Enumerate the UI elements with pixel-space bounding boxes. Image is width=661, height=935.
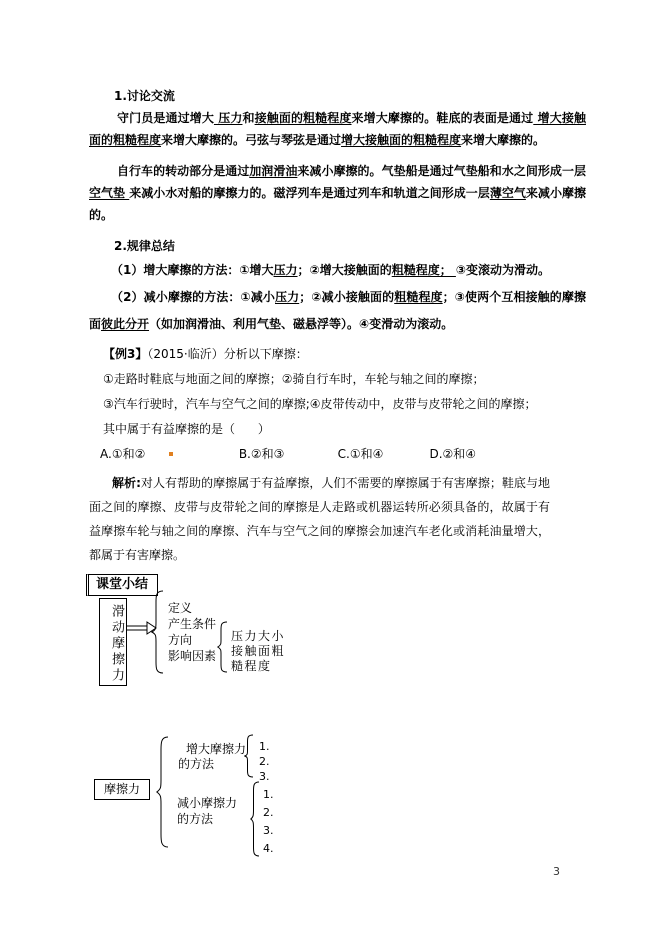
decrease-item-2: 2. [263, 806, 274, 819]
option-a-wrap [100, 442, 235, 467]
example-intro [89, 342, 586, 367]
friction-subject-box: 摩擦力 [94, 779, 150, 800]
example-tag: 【例3】 [103, 347, 148, 361]
decrease-item-3: 3. [263, 824, 274, 837]
analysis-text: 对人有帮助的摩擦属于有益摩擦，人们不需要的摩擦属于有害摩擦；鞋底与地面之间的摩擦、皮带与皮带轮之间的摩擦是人走路或机器运转所必须具备的，故属于有益摩擦车轮与轴之间的摩擦、汽车与空气之间的摩擦会加速汽车老化或消耗油量增大，都属于有害摩擦。 [89, 476, 550, 562]
map1-factor-list [231, 629, 285, 674]
analysis-paragraph [89, 471, 586, 567]
factor-pressure: 压力大小 [231, 629, 286, 643]
paragraph-increase-friction: 守门员是通过增大 压力和接触面的粗糙程度来增大摩擦的。鞋底的表面是通过 增大接触面的粗糙程度来增大摩擦的。弓弦与琴弦是通过增大接触面的粗糙程度来增大摩擦的。 [89, 111, 586, 147]
decrease-methods-line1: 减小摩擦力 [177, 796, 238, 810]
option-d: D.②和④ [429, 447, 477, 461]
factor-roughness-line2: 糙程度 [231, 659, 272, 673]
decrease-methods-label [177, 795, 237, 827]
map1-branch-definition: 定义 [168, 601, 193, 615]
summary-header-box [86, 574, 158, 596]
sliding-friction-subject-box: 滑动摩擦力 [99, 598, 127, 686]
increase-item-1: 1. [259, 740, 270, 753]
brace-increase-icon [244, 734, 254, 778]
example-intro-text: （2015·临沂）分析以下摩擦： [147, 347, 308, 361]
increase-methods-label [178, 742, 246, 772]
decrease-methods-line2: 的方法 [177, 812, 214, 826]
map1-branch-direction: 方向 [168, 633, 193, 647]
section-heading-discussion: 1.讨论交流 [114, 89, 175, 103]
answer-options-row [89, 442, 586, 467]
brace-map1-icon [151, 590, 165, 674]
option-c: C.①和④ [337, 447, 384, 461]
answer-mark-dot [169, 452, 173, 456]
map1-branch-factors: 影响因素 [168, 649, 217, 663]
example-question: 其中属于有益摩擦的是（ ） [103, 422, 270, 436]
example-line-1: ①走路时鞋底与地面之间的摩擦；②骑自行车时，车轮与轴之间的摩擦； [103, 372, 485, 386]
example-line-2: ③汽车行驶时，汽车与空气之间的摩擦;④皮带传动中，皮带与皮带轮之间的摩擦； [103, 397, 537, 411]
increase-item-2: 2. [259, 755, 270, 768]
rule-decrease-methods: （2）减小摩擦的方法：①减小压力；②减小接触面的粗糙程度；③使两个互相接触的摩擦面彼此分开（如加润滑油、利用气垫、磁悬浮等）。④变滑动为滚动。 [89, 290, 586, 331]
decrease-items-list [263, 786, 274, 858]
section-heading-rules: 2.规律总结 [114, 239, 175, 253]
analysis-tag: 解析: [112, 476, 141, 490]
map1-branch-conditions: 产生条件 [168, 617, 217, 631]
brace-factors-icon [217, 621, 229, 673]
brace-map2-icon [156, 736, 170, 848]
increase-item-3: 3. [259, 770, 270, 783]
decrease-item-4: 4. [263, 842, 274, 855]
rule-increase-methods: （1）增大摩擦的方法：①增大压力；②增大接触面的粗糙程度； ③变滚动为滑动。 [111, 263, 551, 277]
document-body [89, 85, 586, 567]
increase-methods-line1: 增大摩擦力 [186, 742, 247, 756]
option-a: A.①和② [100, 447, 146, 461]
increase-methods-line2: 的方法 [178, 757, 215, 771]
summary-header-label: 课堂小结 [96, 577, 149, 592]
increase-items-list [259, 739, 270, 784]
brace-decrease-icon [250, 781, 260, 857]
page-number: 3 [553, 865, 560, 878]
option-b: B.②和③ [238, 447, 285, 461]
decrease-item-1: 1. [263, 788, 274, 801]
map1-branch-list [168, 600, 216, 664]
paragraph-decrease-friction: 自行车的转动部分是通过加润滑油来减小摩擦的。气垫船是通过气垫船和水之间形成一层 空气垫 来减小水对船的摩擦力的。磁浮列车是通过列车和轨道之间形成一层薄空气来减小摩擦的。 [89, 164, 586, 222]
factor-roughness-line1: 接触面粗 [231, 644, 286, 658]
